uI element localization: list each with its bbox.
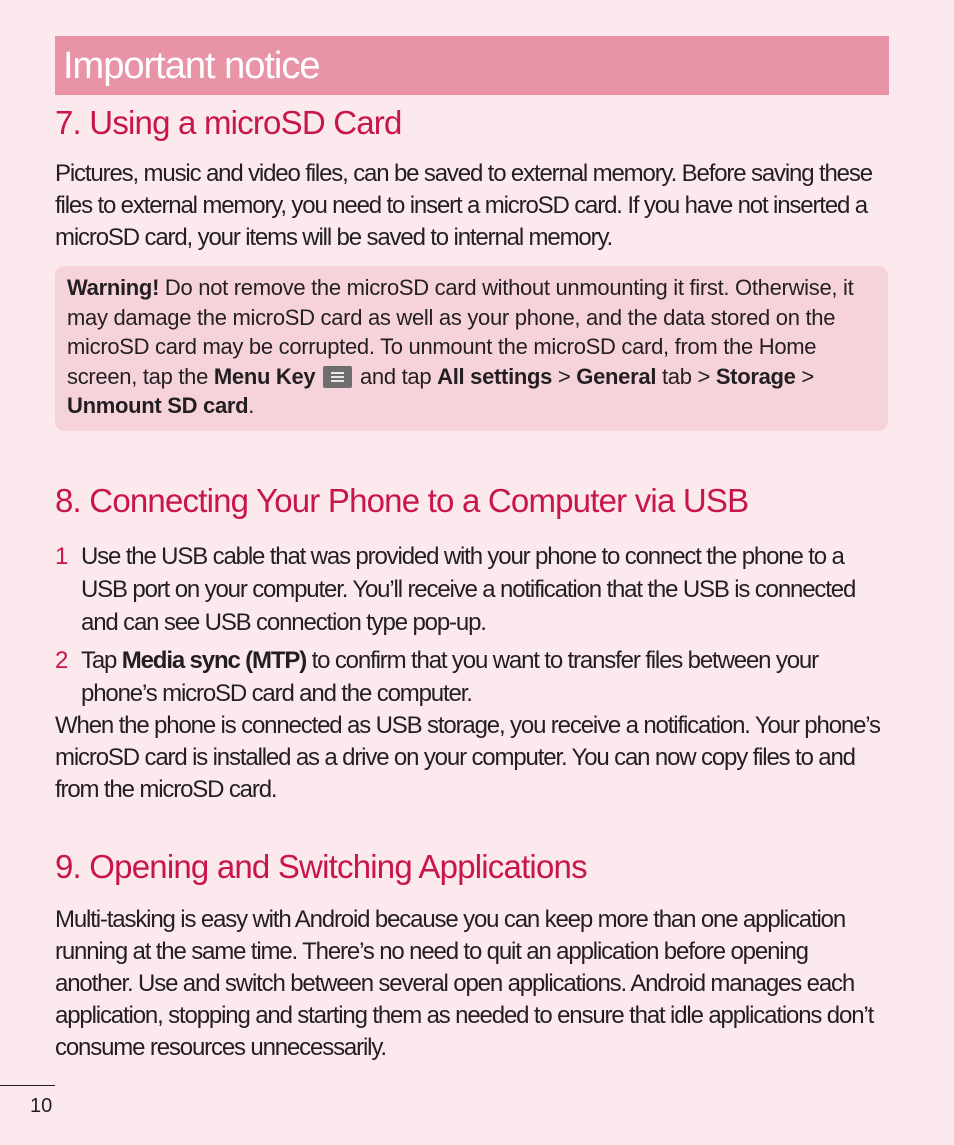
step-text-before: Tap <box>81 647 122 674</box>
warning-box <box>55 266 888 431</box>
step-number: 1 <box>55 543 68 570</box>
page-number: 10 <box>30 1095 53 1117</box>
section-9-heading: 9. Opening and Switching Applications <box>55 848 587 885</box>
warning-text-3: tab > <box>656 363 716 389</box>
section-8-heading: 8. Connecting Your Phone to a Computer via USB <box>55 482 749 519</box>
list-item <box>55 644 885 710</box>
page-title: Important notice <box>63 45 320 87</box>
step-text-after: to confirm that you want to transfer files between your phone’s microSD card and the computer. <box>81 647 818 707</box>
header-bar <box>55 36 889 95</box>
footer-divider <box>0 1085 55 1086</box>
warning-text-1: Do not remove the microSD card without unmounting it first. Otherwise, it may damage the microSD card as well as your phone, and the data stored on the microSD card may be corrupted. To unmount the microSD card, from the Home screen, tap the <box>67 275 854 389</box>
period: . <box>248 393 255 418</box>
general-label: General <box>576 363 657 389</box>
section-7-body: Pictures, music and video files, can be saved to external memory. Before saving these files to external memory, you need to insert a microSD card. If you have not inserted a microSD card, your items will be saved to internal memory. <box>55 160 872 251</box>
step-number: 2 <box>55 647 68 674</box>
menu-key-label: Menu Key <box>213 363 316 389</box>
warning-label: Warning! <box>67 275 160 300</box>
section-8-body: When the phone is connected as USB storage, you receive a notification. Your phone’s microSD card is installed as a drive on your computer. You can now copy files to and from the microSD card. <box>55 712 880 803</box>
step-text <box>81 644 885 710</box>
section-7-heading: 7. Using a microSD Card <box>55 104 402 141</box>
warning-text-2: and tap <box>354 363 438 389</box>
all-settings-label: All settings <box>437 363 553 389</box>
separator: > <box>552 363 577 389</box>
separator: > <box>795 363 814 389</box>
warning-text <box>67 273 882 421</box>
unmount-label: Unmount SD card <box>67 393 249 418</box>
section-9-body: Multi-tasking is easy with Android because you can keep more than one application running at the same time. There’s no need to quit an application before opening another. Use and switch between several open applications. Android manages each application, stopping and starting them as needed to ensure that idle applications don’t consume resources unnecessarily. <box>55 906 874 1061</box>
media-sync-label: Media sync (MTP) <box>121 647 307 674</box>
menu-key-icon <box>323 366 352 388</box>
list-item <box>55 540 885 639</box>
storage-label: Storage <box>715 363 796 389</box>
step-text: Use the USB cable that was provided with your phone to connect the phone to a USB port on your computer. You’ll receive a notification that the USB is connected and can see USB connection type pop-up. <box>81 543 856 636</box>
